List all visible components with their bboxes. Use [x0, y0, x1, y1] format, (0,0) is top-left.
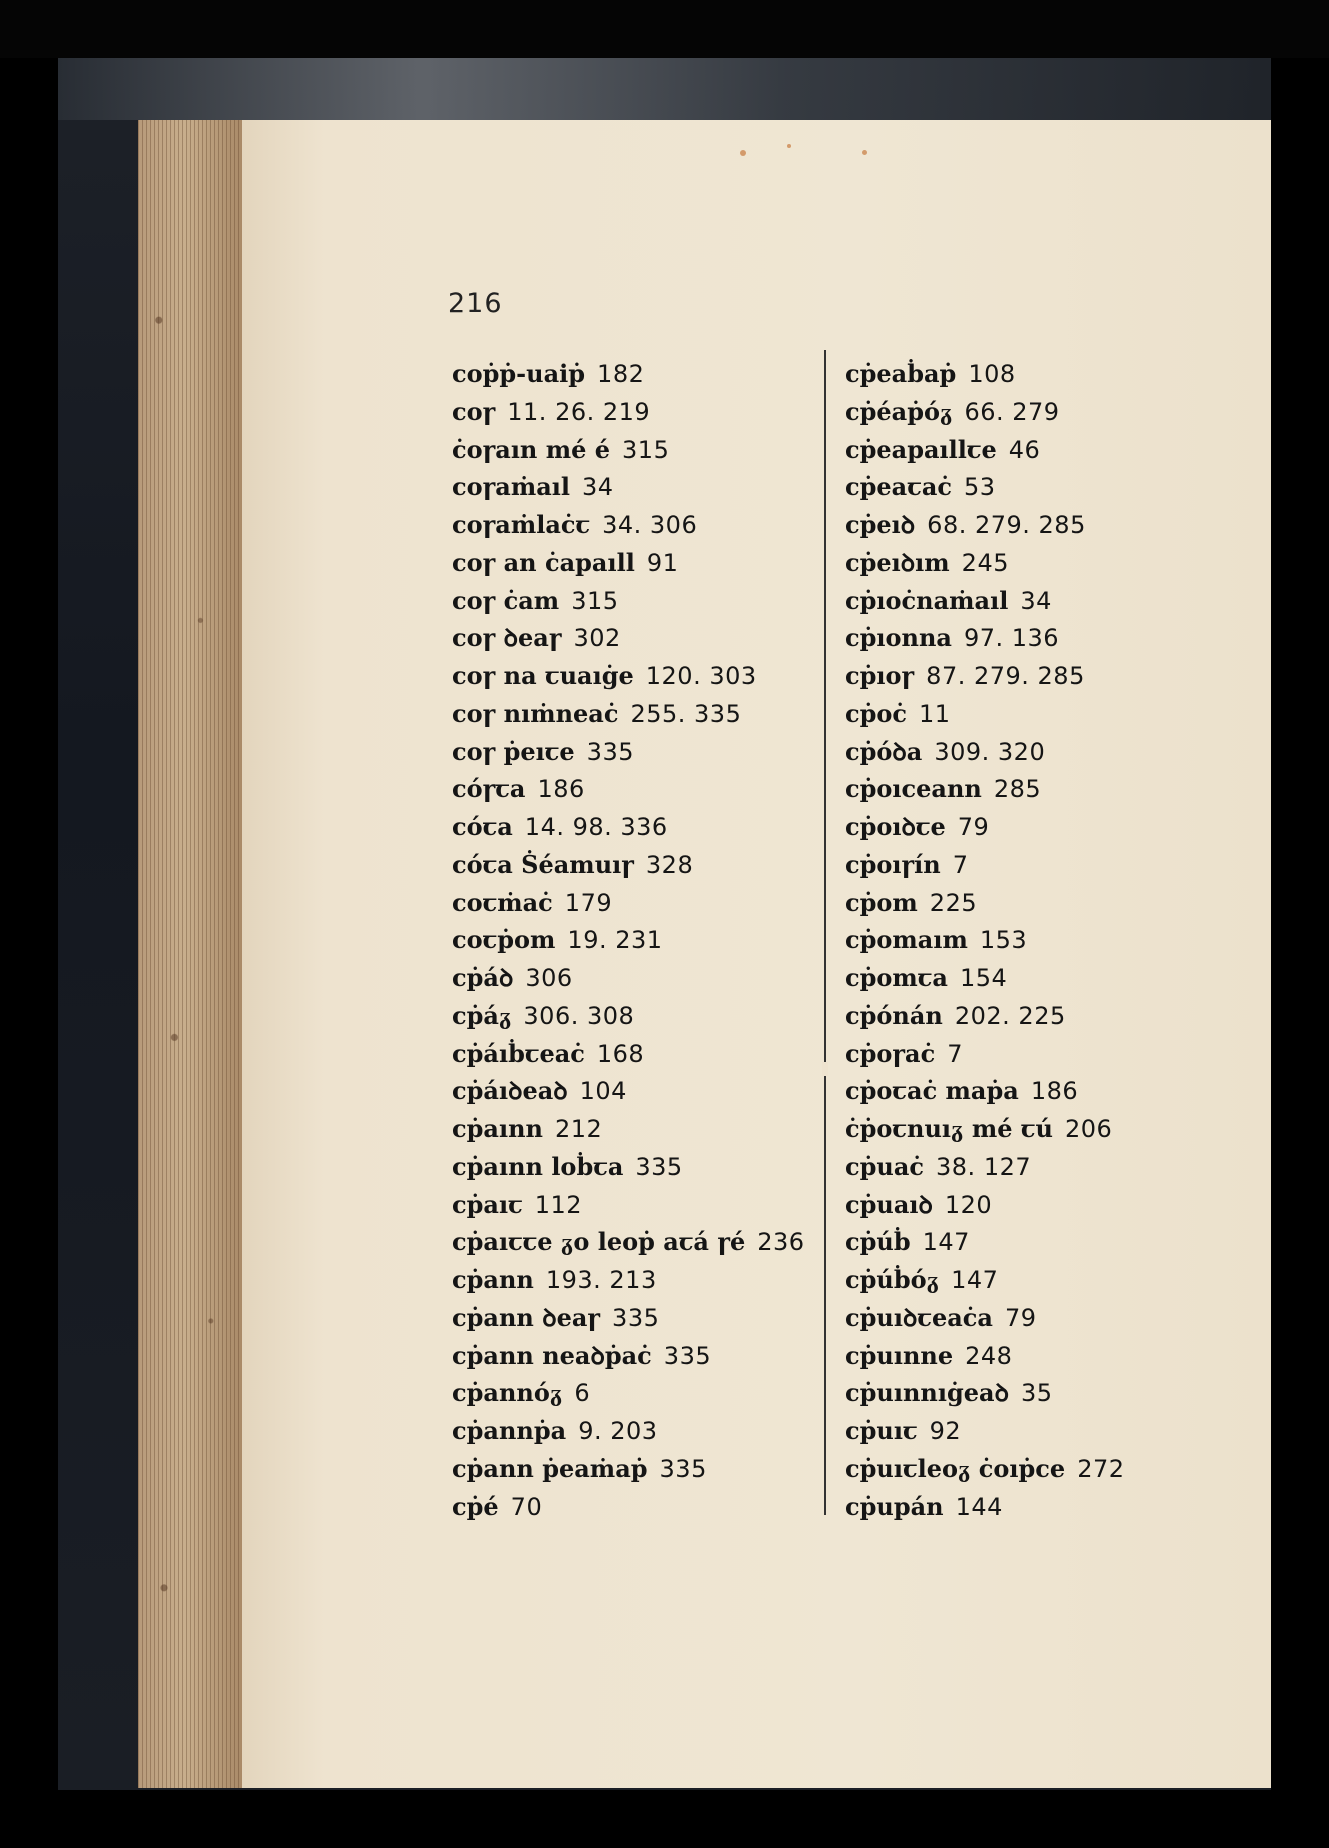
index-page-refs: 179 — [564, 888, 613, 917]
index-page-refs: 182 — [597, 360, 645, 388]
index-term: cṗeıꝺım — [845, 547, 950, 577]
index-page-refs: 79 — [1004, 1303, 1037, 1332]
index-page-refs: 14. 98. 336 — [524, 813, 668, 841]
index-term: cṗeaꞇaċ — [845, 472, 952, 502]
index-entry — [845, 1035, 1125, 1073]
index-term: cṗaıꞇꞇe ᵹo leoṗ aꞇá ꞅé — [452, 1227, 746, 1257]
index-entry — [452, 1110, 805, 1148]
index-term: coꞅ ꝺeaꞅ — [452, 623, 562, 653]
index-entry — [845, 1374, 1125, 1412]
plastic-cover-glare — [58, 58, 1271, 120]
index-page-refs: 328 — [645, 850, 694, 879]
index-term: coꞇṁaċ — [452, 887, 553, 917]
index-page-refs: 168 — [596, 1039, 645, 1068]
index-term: cṗaınn loḃꞇa — [452, 1151, 624, 1181]
index-entry — [452, 1148, 805, 1186]
index-term: cṗıoċnaṁaıl — [845, 585, 1009, 615]
index-entry — [452, 1186, 805, 1224]
index-page-refs: 19. 231 — [567, 926, 663, 955]
index-page-refs: 245 — [961, 548, 1009, 577]
index-page-refs: 11. 26. 219 — [507, 397, 651, 426]
index-term: coꞅ ṗeıꞇe — [452, 736, 575, 766]
index-entry — [452, 1488, 805, 1526]
index-entry — [845, 1261, 1125, 1299]
index-entry — [845, 1450, 1125, 1488]
index-page-refs: 120. 303 — [645, 662, 757, 690]
index-page-refs: 306. 308 — [523, 1001, 635, 1030]
index-term: cṗóꝺa — [845, 736, 923, 766]
index-page-refs: 335 — [586, 737, 634, 766]
index-entry — [845, 1072, 1125, 1110]
column-divider-gap — [822, 1062, 828, 1076]
index-page-refs: 255. 335 — [630, 699, 742, 728]
index-entry — [845, 1223, 1125, 1261]
index-term: cṗáıḃꞇeaċ — [452, 1038, 585, 1068]
index-page-refs: 7 — [947, 1039, 963, 1068]
index-term: cṗuaċ — [845, 1151, 925, 1181]
index-page-refs: 87. 279. 285 — [926, 662, 1085, 690]
index-term: cṗáıꝺeaꝺ — [452, 1076, 568, 1106]
index-term: cṗoꞅaċ — [845, 1038, 936, 1068]
index-page-refs: 34. 306 — [602, 511, 698, 539]
index-entry — [452, 1035, 805, 1073]
index-term: cṗann neaꝺṗaċ — [452, 1340, 652, 1370]
index-page-refs: 302 — [573, 624, 621, 653]
index-term: coꞅ — [452, 396, 496, 426]
index-page-refs: 147 — [922, 1228, 970, 1257]
index-entry — [845, 1299, 1125, 1337]
index-entry — [845, 959, 1125, 997]
index-entry — [452, 582, 805, 620]
index-entry — [452, 1261, 805, 1299]
index-page-refs: 153 — [979, 926, 1028, 955]
index-entry — [845, 582, 1125, 620]
index-entry — [452, 1223, 805, 1261]
index-entry — [845, 355, 1125, 393]
index-entry — [845, 808, 1125, 846]
index-entry — [845, 997, 1125, 1035]
index-term: coꞇṗom — [452, 925, 556, 955]
index-page-refs: 35 — [1020, 1379, 1053, 1408]
index-page-refs: 212 — [554, 1115, 603, 1143]
index-entry — [452, 1072, 805, 1110]
index-term: coꞅaṁlaċꞇ — [452, 510, 591, 539]
index-term: cṗomꞇa — [845, 963, 948, 992]
index-entry — [452, 695, 805, 733]
index-page-refs: 34 — [582, 473, 614, 502]
index-entry — [452, 808, 805, 846]
index-page-refs: 120 — [944, 1190, 993, 1219]
index-page-refs: 79 — [957, 813, 990, 841]
index-term: cṗuıꞇleoᵹ ċoıṗce — [845, 1453, 1066, 1483]
index-entry — [452, 1337, 805, 1375]
index-page-refs: 66. 279 — [964, 397, 1060, 426]
index-term: cóꞅꞇa — [452, 774, 526, 804]
index-entry — [452, 733, 805, 771]
index-entry — [452, 959, 805, 997]
index-page-refs: 315 — [571, 586, 619, 615]
index-page-refs: 112 — [534, 1190, 582, 1219]
index-entry — [452, 1412, 805, 1450]
index-term: cṗoıꝺꞇe — [845, 812, 946, 841]
index-page-refs: 186 — [1030, 1077, 1079, 1106]
index-page-refs: 154 — [959, 964, 1008, 992]
index-term: cṗuıꝺꞇeaċa — [845, 1302, 993, 1332]
index-entry — [845, 1186, 1125, 1224]
index-entry — [452, 846, 805, 884]
index-term: cṗıoꞅ — [845, 661, 915, 690]
index-page-refs: 236 — [757, 1228, 805, 1257]
index-entry — [845, 1337, 1125, 1375]
index-term: cṗann ꝺeaꞅ — [452, 1302, 601, 1332]
index-entry — [452, 431, 805, 469]
index-entry — [452, 657, 805, 695]
index-term: cṗónán — [845, 1000, 943, 1030]
index-term: cṗaınn — [452, 1114, 543, 1143]
index-page-refs: 285 — [993, 775, 1042, 804]
index-page-refs: 91 — [646, 548, 679, 577]
index-page-refs: 9. 203 — [578, 1417, 658, 1445]
index-term: cóꞇa — [452, 812, 513, 841]
index-term: coꞅaṁaıl — [452, 472, 570, 502]
index-page-refs: 108 — [968, 360, 1016, 388]
index-entry — [845, 657, 1125, 695]
index-entry — [452, 393, 805, 431]
index-term: cṗaıꞇ — [452, 1189, 523, 1219]
index-entry — [845, 468, 1125, 506]
index-term: cṗupán — [845, 1491, 944, 1521]
index-term: cṗann — [452, 1265, 534, 1294]
index-page-refs: 7 — [952, 850, 969, 879]
index-entry — [452, 1450, 805, 1488]
index-term: coꞅ an ċapaıll — [452, 547, 635, 577]
index-page-refs: 272 — [1077, 1454, 1125, 1483]
index-page-refs: 92 — [929, 1417, 962, 1445]
index-term: cṗoıꞅín — [845, 849, 941, 879]
index-term: cṗúḃóᵹ — [845, 1265, 940, 1294]
index-term: coꞅ nıṁneaċ — [452, 698, 619, 728]
index-entry — [845, 1412, 1125, 1450]
index-term: cóꞇa Ṡéamuıꞅ — [452, 849, 634, 879]
index-page-refs: 193. 213 — [545, 1266, 657, 1294]
index-page-refs: 248 — [965, 1341, 1013, 1370]
index-term: cṗeıꝺ — [845, 510, 916, 539]
index-entry — [452, 468, 805, 506]
index-page-refs: 335 — [635, 1152, 683, 1181]
index-term: cṗáᵹ — [452, 1000, 512, 1030]
index-page-refs: 147 — [951, 1266, 999, 1294]
index-page-refs: 70 — [510, 1492, 543, 1521]
index-page-refs: 97. 136 — [963, 624, 1060, 653]
index-term: cṗoꞇaċ maṗa — [845, 1076, 1019, 1106]
page-edges — [138, 120, 242, 1788]
index-term: cṗé — [452, 1491, 499, 1521]
index-term: coꞅ ċam — [452, 585, 560, 615]
index-entry — [452, 619, 805, 657]
index-term: cṗomaım — [845, 925, 968, 955]
index-entry — [452, 921, 805, 959]
index-term: cṗuınnıġeaꝺ — [845, 1378, 1009, 1408]
index-term: cṗann ṗeaṁaṗ — [452, 1453, 648, 1483]
index-entry — [845, 884, 1125, 922]
index-entry — [452, 997, 805, 1035]
column-divider — [824, 350, 826, 1515]
background-mat — [0, 0, 1329, 58]
index-term: cṗuaıꝺ — [845, 1189, 933, 1219]
index-term: cṗúḃ — [845, 1227, 911, 1257]
index-page-refs: 335 — [663, 1341, 712, 1370]
index-entry — [452, 770, 805, 808]
index-entry — [452, 1299, 805, 1337]
index-column-right — [845, 355, 1125, 1525]
index-term: cṗuınne — [845, 1340, 954, 1370]
index-term: cṗannṗa — [452, 1416, 567, 1445]
index-page-refs: 11 — [919, 699, 951, 728]
index-column-left — [452, 355, 805, 1525]
index-page-refs: 38. 127 — [936, 1152, 1032, 1181]
index-entry — [845, 733, 1125, 771]
index-term: cṗoċ — [845, 698, 908, 728]
index-page-refs: 225 — [929, 888, 978, 917]
index-page-refs: 186 — [537, 775, 585, 804]
index-term: cṗeapaıllꞇe — [845, 434, 997, 464]
index-term: cṗeaḃaṗ — [845, 359, 957, 388]
index-page-refs: 104 — [579, 1077, 627, 1106]
index-term: cṗıonna — [845, 623, 952, 653]
page-number: 216 — [448, 288, 503, 319]
index-page-refs: 309. 320 — [934, 737, 1046, 766]
index-page-refs: 202. 225 — [954, 1001, 1066, 1030]
index-page-refs: 53 — [964, 473, 996, 502]
index-entry — [845, 1110, 1125, 1148]
index-entry — [845, 544, 1125, 582]
index-page-refs: 6 — [574, 1379, 591, 1408]
index-page-refs: 46 — [1008, 435, 1041, 464]
index-entry — [845, 619, 1125, 657]
index-term: coꞅ na ꞇuaıġe — [452, 661, 634, 690]
index-term: cṗuıꞇ — [845, 1416, 918, 1445]
index-entry — [452, 544, 805, 582]
index-page-refs: 306 — [525, 964, 573, 992]
index-term: ċoꞅaın mé é — [452, 434, 611, 464]
index-entry — [845, 506, 1125, 544]
index-page-refs: 68. 279. 285 — [927, 511, 1086, 539]
index-page-refs: 144 — [955, 1492, 1003, 1521]
index-entry — [845, 431, 1125, 469]
index-term: cṗáꝺ — [452, 963, 514, 992]
index-page-refs: 34 — [1020, 586, 1052, 615]
index-term: coṗṗ-uaiṗ — [452, 359, 586, 388]
index-entry — [845, 393, 1125, 431]
index-page-refs: 335 — [612, 1303, 660, 1332]
index-page-refs: 206 — [1064, 1115, 1113, 1143]
index-term: cṗannóᵹ — [452, 1378, 563, 1408]
index-entry — [845, 770, 1125, 808]
index-entry — [845, 846, 1125, 884]
index-term: cṗéaṗóᵹ — [845, 396, 953, 426]
index-entry — [845, 695, 1125, 733]
index-term: cṗoıceann — [845, 774, 982, 804]
index-term: cṗom — [845, 887, 918, 917]
index-entry — [452, 1374, 805, 1412]
index-entry — [845, 921, 1125, 959]
index-entry — [452, 355, 805, 393]
index-term: ċṗoꞇnuıᵹ mé ꞇú — [845, 1114, 1053, 1143]
index-entry — [452, 506, 805, 544]
index-entry — [845, 1148, 1125, 1186]
index-page-refs: 335 — [659, 1454, 707, 1483]
index-entry — [845, 1488, 1125, 1526]
index-page-refs: 315 — [622, 435, 670, 464]
index-entry — [452, 884, 805, 922]
